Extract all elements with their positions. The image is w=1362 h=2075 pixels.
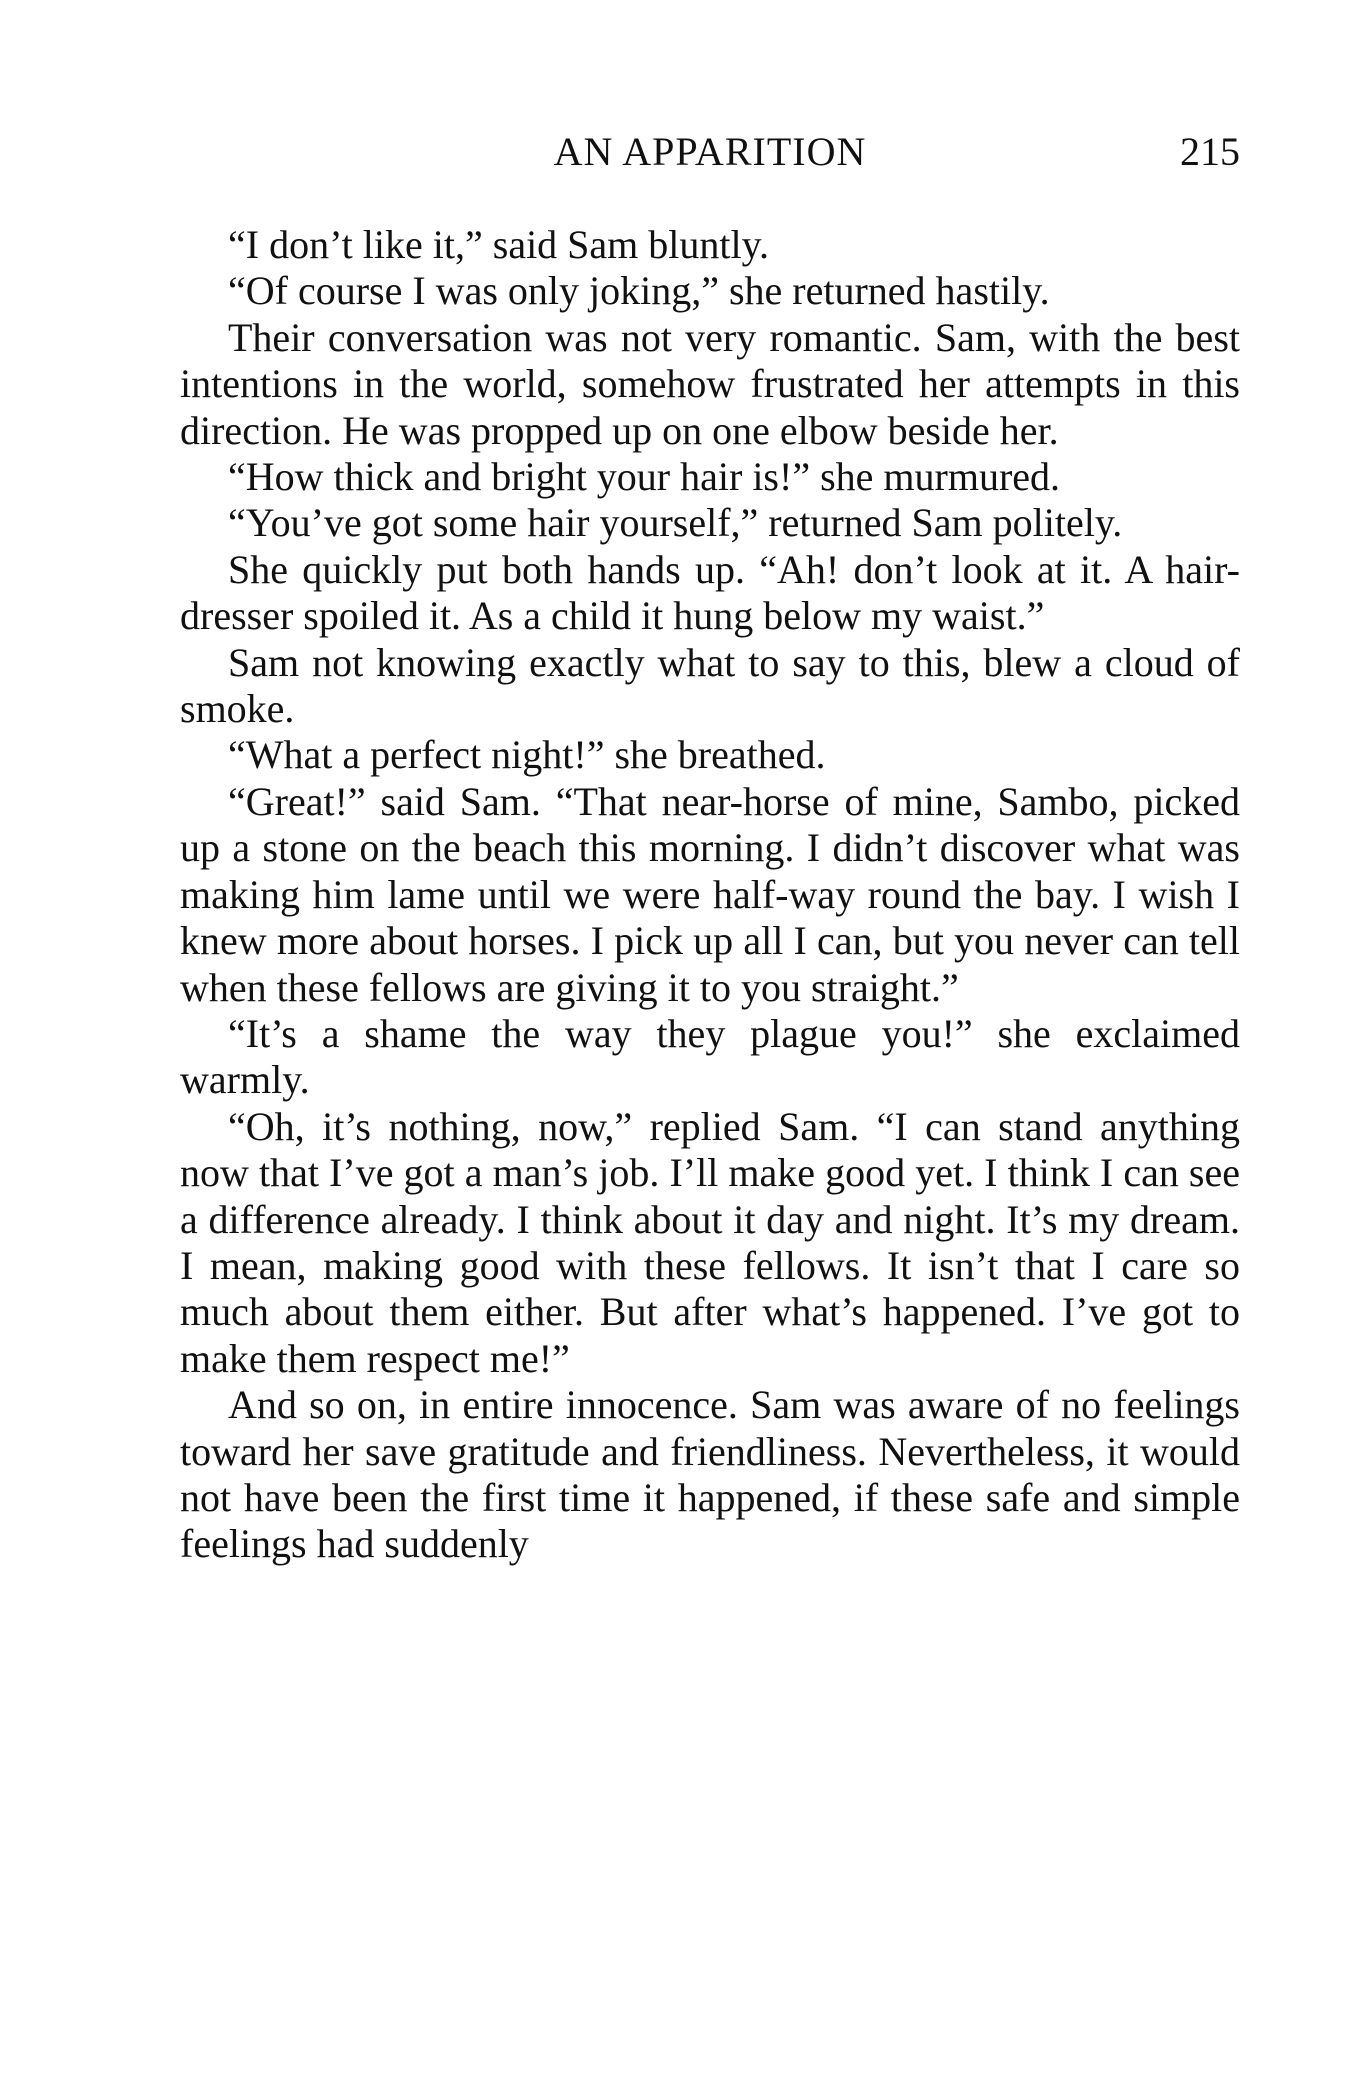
body-text: [180, 222, 1240, 1568]
paragraph: “How thick and bright your hair is!” she murmured.: [228, 454, 1061, 500]
paragraph: “Great!” said Sam. “That near-horse of mine, Sambo, picked up a stone on the beach this morning. I didn’t discover what was making him lame until we were half-way round the bay. I wish I knew more about horses. I pick up all I can, but you never can tell when these fellows are giving it to you straight.”: [180, 778, 1240, 1010]
paragraph: “It’s a shame the way they plague you!” she exclaimed warmly.: [180, 1010, 1240, 1103]
paragraph: “You’ve got some hair yourself,” returned Sam politely.: [228, 500, 1123, 546]
running-title: AN APPARITION: [553, 129, 867, 174]
paragraph: “Of course I was only joking,” she returned hastily.: [228, 268, 1050, 314]
paragraph: “Oh, it’s nothing, now,” replied Sam. “I can stand anything now that I’ve got a man’s job. I’ll make good yet. I think I can see a difference already. I think about it day and night. It’s my dream. I mean, making good with these fellows. It isn’t that I care so much about them either. But after what’s happened. I’ve got to make them respect me!”: [180, 1103, 1240, 1381]
paragraph: “I don’t like it,” said Sam bluntly.: [228, 222, 770, 267]
paragraph: “What a perfect night!” she breathed.: [228, 732, 826, 778]
paragraph: Sam not knowing exactly what to say to this, blew a cloud of smoke.: [180, 639, 1240, 732]
running-head: [180, 128, 1240, 180]
page-number: 215: [1180, 129, 1240, 174]
paragraph: Their conversation was not very romantic. Sam, with the best intentions in the world, somehow frustrated her attempts in this direction. He was propped up on one elbow beside her.: [180, 314, 1240, 453]
paragraph: And so on, in entire innocence. Sam was aware of no feelings toward her save gratitude and friendliness. Nevertheless, it would not have been the first time it happened, if these safe and simple feelings had suddenly: [180, 1382, 1240, 1567]
paragraph: She quickly put both hands up. “Ah! don’t look at it. A hair-dresser spoiled it. As a child it hung below my waist.”: [180, 546, 1240, 639]
